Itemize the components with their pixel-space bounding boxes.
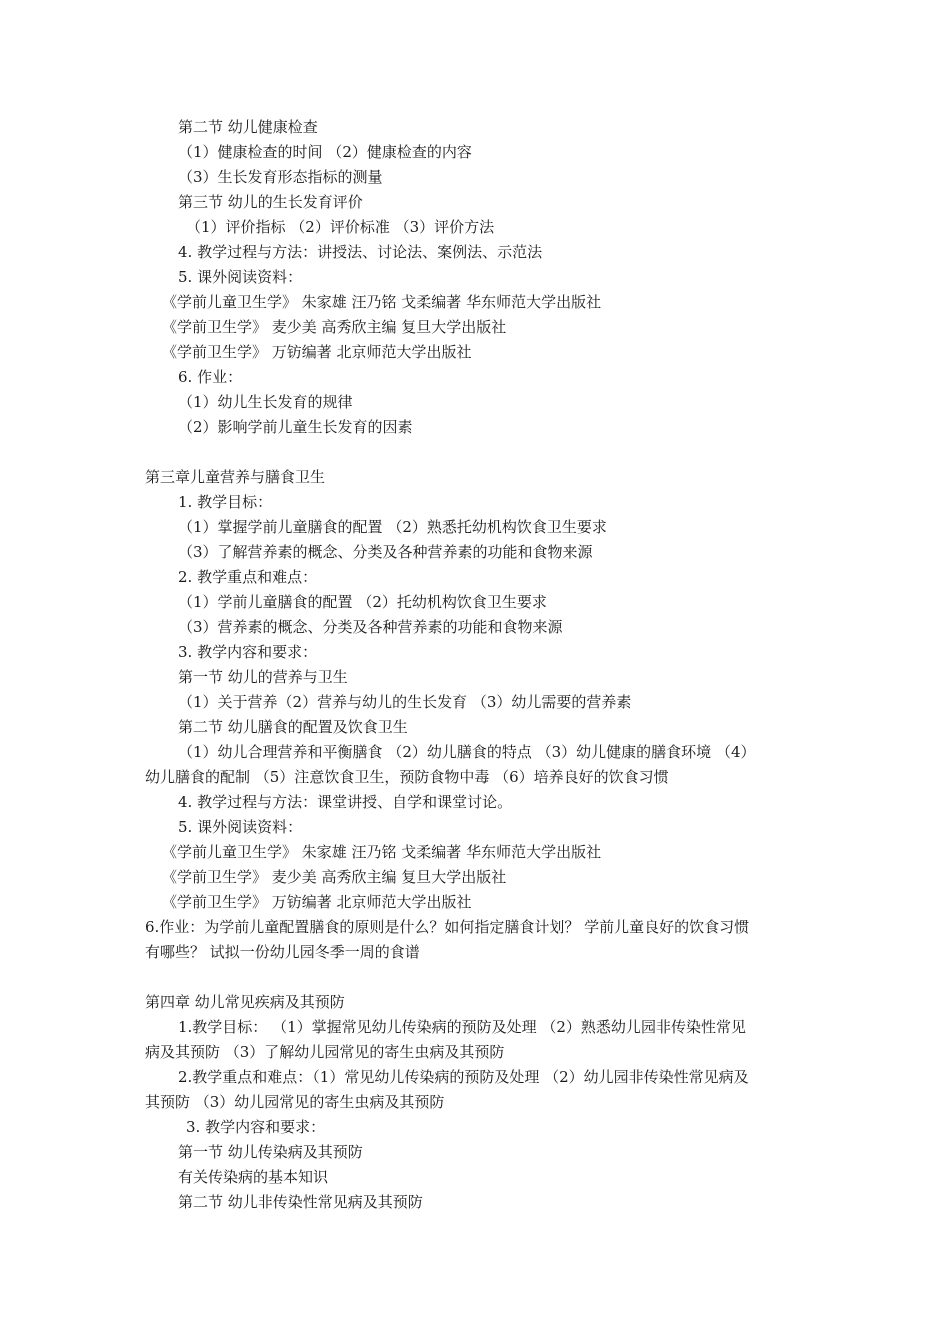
text-line: 3. 教学内容和要求： <box>178 643 318 661</box>
text-line: 1. 教学目标： <box>178 493 273 511</box>
text-line: （1）幼儿合理营养和平衡膳食 （2）幼儿膳食的特点 （3）幼儿健康的膳食环境 （4） <box>178 743 756 761</box>
text-line: 4. 教学过程与方法：讲授法、讨论法、案例法、示范法 <box>178 243 543 261</box>
text-line: 5. 课外阅读资料： <box>178 268 303 286</box>
text-line: 1.教学目标： （1）掌握常见幼儿传染病的预防及处理 （2）熟悉幼儿园非传染性常见 <box>178 1018 746 1036</box>
text-line: （1）掌握学前儿童膳食的配置 （2）熟悉托幼机构饮食卫生要求 <box>178 518 607 536</box>
reference-line: 《学前卫生学》 万钫编著 北京师范大学出版社 <box>162 893 472 911</box>
section-heading: 第一节 幼儿的营养与卫生 <box>178 668 348 686</box>
reference-line: 《学前卫生学》 万钫编著 北京师范大学出版社 <box>162 343 472 361</box>
reference-line: 《学前儿童卫生学》 朱家雄 汪乃铭 戈柔编著 华东师范大学出版社 <box>162 843 602 861</box>
chapter-heading: 第四章 幼儿常见疾病及其预防 <box>145 993 345 1011</box>
text-line: 6.作业：为学前儿童配置膳食的原则是什么？如何指定膳食计划？ 学前儿童良好的饮食习惯 <box>145 918 750 936</box>
section-heading: 第二节 幼儿非传染性常见病及其预防 <box>178 1193 423 1211</box>
text-line: （3）了解营养素的概念、分类及各种营养素的功能和食物来源 <box>178 543 593 561</box>
reference-line: 《学前卫生学》 麦少美 高秀欣主编 复旦大学出版社 <box>162 318 507 336</box>
text-line: （3）营养素的概念、分类及各种营养素的功能和食物来源 <box>178 618 563 636</box>
section-heading: 第二节 幼儿健康检查 <box>178 118 318 136</box>
text-line: 有关传染病的基本知识 <box>178 1168 329 1186</box>
reference-line: 《学前卫生学》 麦少美 高秀欣主编 复旦大学出版社 <box>162 868 507 886</box>
text-line: （1）评价指标 （2）评价标准 （3）评价方法 <box>186 218 495 236</box>
section-heading: 第二节 幼儿膳食的配置及饮食卫生 <box>178 718 408 736</box>
text-line: 2. 教学重点和难点： <box>178 568 318 586</box>
chapter-heading: 第三章儿童营养与膳食卫生 <box>145 468 326 486</box>
text-line: 4. 教学过程与方法：课堂讲授、自学和课堂讨论。 <box>178 793 513 811</box>
text-line: 5. 课外阅读资料： <box>178 818 303 836</box>
text-line: （1）健康检查的时间 （2）健康检查的内容 <box>178 143 472 161</box>
text-line: 其预防 （3）幼儿园常见的寄生虫病及其预防 <box>145 1093 445 1111</box>
text-line: 病及其预防 （3）了解幼儿园常见的寄生虫病及其预防 <box>145 1043 505 1061</box>
text-line: 6. 作业： <box>178 368 243 386</box>
text-line: （2）影响学前儿童生长发育的因素 <box>178 418 413 436</box>
text-line: （1）幼儿生长发育的规律 <box>178 393 353 411</box>
text-line: 2.教学重点和难点：（1）常见幼儿传染病的预防及处理 （2）幼儿园非传染性常见病及 <box>178 1068 749 1086</box>
text-line: （1）关于营养（2）营养与幼儿的生长发育 （3）幼儿需要的营养素 <box>178 693 632 711</box>
text-line: （1）学前儿童膳食的配置 （2）托幼机构饮食卫生要求 <box>178 593 547 611</box>
text-line: 3. 教学内容和要求： <box>186 1118 326 1136</box>
text-line: 有哪些？ 试拟一份幼儿园冬季一周的食谱 <box>145 943 420 961</box>
section-heading: 第一节 幼儿传染病及其预防 <box>178 1143 363 1161</box>
text-line: 幼儿膳食的配制 （5）注意饮食卫生，预防食物中毒 （6）培养良好的饮食习惯 <box>145 768 669 786</box>
text-line: （3）生长发育形态指标的测量 <box>178 168 383 186</box>
section-heading: 第三节 幼儿的生长发育评价 <box>178 193 363 211</box>
reference-line: 《学前儿童卫生学》 朱家雄 汪乃铭 戈柔编著 华东师范大学出版社 <box>162 293 602 311</box>
